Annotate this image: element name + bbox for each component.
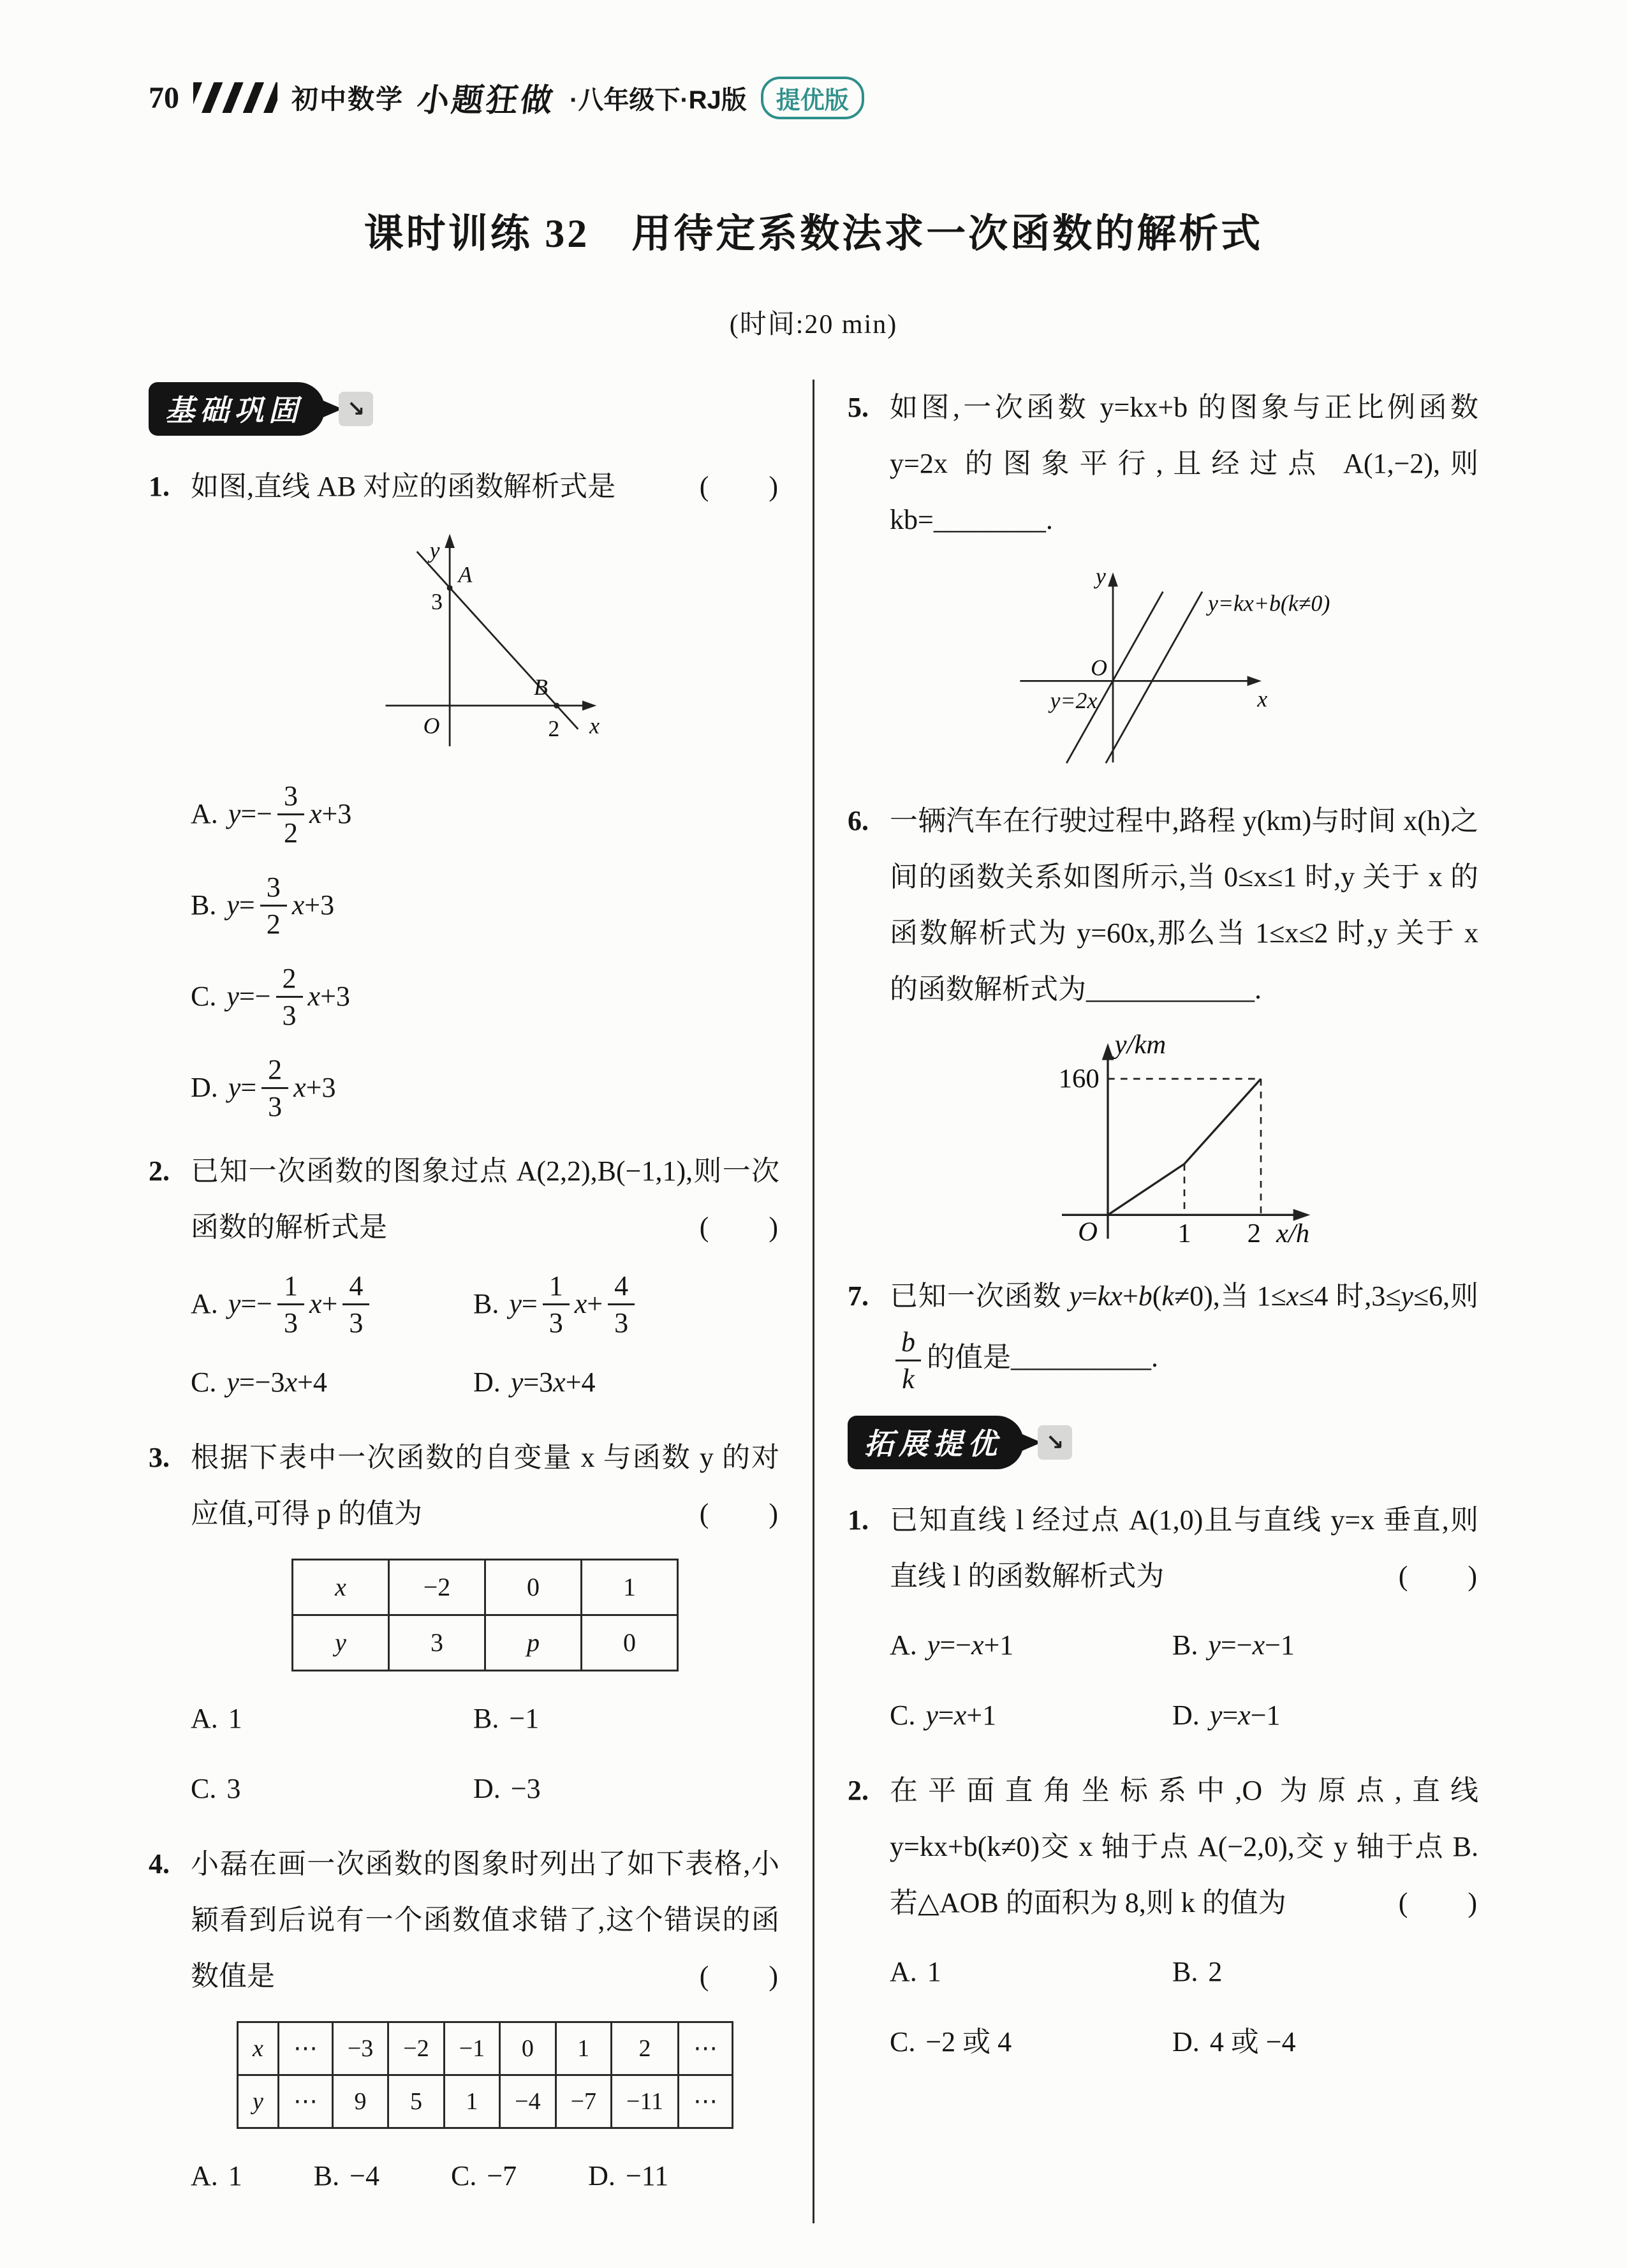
question-text-wrap xyxy=(890,793,1478,1018)
question-text: 在平面直角坐标系中,O 为原点,直线 y=kx+b(k≠0)交 x 轴于点 A(−2,0),交 y 轴于点 B.若△AOB 的面积为 8,则 k 的值为 xyxy=(890,1774,1478,1918)
table-cell: 5 xyxy=(388,2075,444,2128)
table-cell: x xyxy=(293,1559,389,1615)
option-value: y =3 x +4 xyxy=(510,1366,596,1398)
option-label: D. xyxy=(473,1366,501,1398)
question-text-wrap xyxy=(890,1492,1478,1605)
option-label: A. xyxy=(191,2160,218,2191)
option-label: C. xyxy=(191,1366,217,1398)
y-axis-arrow xyxy=(1108,572,1118,586)
table-cell: y xyxy=(237,2075,278,2128)
table-cell: 1 xyxy=(444,2075,499,2128)
question-6 xyxy=(848,793,1478,1249)
y-axis-arrow xyxy=(445,534,455,548)
question-5 xyxy=(848,380,1478,774)
table-cell: x xyxy=(237,2022,278,2075)
table-cell: y xyxy=(293,1615,389,1670)
table-cell: ⋯ xyxy=(278,2075,332,2128)
fraction: $\frac{1}{3}$ xyxy=(277,1268,304,1340)
corner-arrow-icon: ↘ xyxy=(1038,1425,1072,1460)
option-value: y = x −1 xyxy=(1209,1699,1281,1731)
table-cell: ⋯ xyxy=(679,2075,733,2128)
question-4-options xyxy=(191,2148,779,2204)
q3-value-table xyxy=(291,1559,679,1671)
question-number: 1. xyxy=(848,1504,869,1536)
question-text: 小磊在画一次函数的图象时列出了如下表格,小颖看到后说有一个函数值求错了,这个错误的函数值是 xyxy=(191,1848,779,1992)
extension-question-1-stem xyxy=(848,1492,1478,1605)
question-1 xyxy=(149,459,779,1124)
table-cell: 1 xyxy=(556,2022,611,2075)
option-label: D. xyxy=(588,2160,615,2191)
question-number: 2. xyxy=(149,1155,170,1187)
table-cell: −3 xyxy=(332,2022,388,2075)
option-label: C. xyxy=(191,981,217,1012)
question-1-body xyxy=(191,524,779,1124)
question-4-body xyxy=(191,2021,779,2204)
option-value: 4 或 −4 xyxy=(1209,2026,1296,2057)
table-cell: ⋯ xyxy=(679,2022,733,2075)
option-value: −11 xyxy=(625,2160,669,2191)
option-value: y =− $\frac{2}{3}$ x +3 xyxy=(226,961,350,1033)
question-text-wrap xyxy=(191,1143,779,1256)
table-cell: −4 xyxy=(500,2075,556,2128)
option-label: B. xyxy=(473,1702,499,1734)
option-c xyxy=(890,2014,1172,2070)
q4-value-table xyxy=(237,2021,733,2129)
fraction: $\frac{3}{2}$ xyxy=(277,778,304,850)
option-label: A. xyxy=(191,1288,218,1320)
answer-paren: ( ) xyxy=(1398,1560,1478,1592)
option-value: 1 xyxy=(228,1702,242,1734)
table-cell: ⋯ xyxy=(278,2022,332,2075)
option-label: B. xyxy=(191,889,217,921)
question-7 xyxy=(848,1268,1478,1397)
answer-paren: ( ) xyxy=(699,1211,779,1243)
option-value: y =− x +1 xyxy=(927,1629,1014,1661)
option-label: C. xyxy=(890,2026,916,2057)
question-text: 一辆汽车在行驶过程中,路程 y(km)与时间 x(h)之间的函数关系如图所示,当 0≤x≤1 时,y 关于 x 的函数解析式为 y=60x,那么当 1≤x≤2 时,y 关于 x 的函数解析式为____________. xyxy=(890,805,1478,1005)
answer-paren: ( ) xyxy=(699,1497,779,1529)
table-cell: −7 xyxy=(556,2075,611,2128)
tick-160-label: 160 xyxy=(1058,1064,1100,1094)
two-column-layout xyxy=(149,380,1478,2223)
q1-line-graph xyxy=(364,524,607,759)
option-d xyxy=(473,1761,779,1817)
fraction: $\frac{1}{3}$ xyxy=(543,1268,570,1340)
table-cell: 0 xyxy=(500,2022,556,2075)
line-ykxb-label: y=kx+b(k≠0) xyxy=(1207,590,1330,616)
fraction: $\frac{4}{3}$ xyxy=(342,1268,369,1340)
page-number: 70 xyxy=(149,80,179,115)
question-text-wrap xyxy=(890,1763,1478,1931)
question-1-options xyxy=(191,778,779,1124)
question-number: 2. xyxy=(848,1774,869,1806)
question-text-wrap xyxy=(191,459,779,515)
question-6-stem xyxy=(848,793,1478,1018)
tick-1-label: 1 xyxy=(1177,1218,1191,1249)
section-badge-basic xyxy=(149,382,779,436)
tick-3-label: 3 xyxy=(431,589,443,615)
option-value: −7 xyxy=(487,2160,517,2191)
option-value: y = $\frac{1}{3}$ x + $\frac{4}{3}$ xyxy=(509,1268,640,1340)
option-a xyxy=(890,1617,1172,1673)
option-value: 2 xyxy=(1208,1955,1223,1987)
time-note: (时间:20 min) xyxy=(729,310,898,339)
table-cell: −11 xyxy=(612,2075,679,2128)
option-b xyxy=(1172,1944,1478,2000)
table-row xyxy=(293,1559,678,1615)
option-c xyxy=(191,961,779,1033)
fraction: $\frac{4}{3}$ xyxy=(608,1268,635,1340)
table-row xyxy=(237,2075,732,2128)
option-value: −2 或 4 xyxy=(925,2026,1012,2057)
fraction: $\frac{3}{2}$ xyxy=(260,870,287,942)
table-cell: 0 xyxy=(485,1559,582,1615)
x-axis-arrow xyxy=(582,700,596,711)
extension-question-2 xyxy=(848,1763,1478,2070)
question-number: 7. xyxy=(848,1280,869,1312)
book-brand: 小题狂做 xyxy=(415,82,558,118)
question-5-body xyxy=(890,560,1478,774)
question-2-stem xyxy=(149,1143,779,1256)
table-cell: 2 xyxy=(612,2022,679,2075)
left-column xyxy=(149,380,813,2223)
option-value: y = $\frac{3}{2}$ x +3 xyxy=(226,870,334,942)
q5-graph-labels xyxy=(1048,563,1330,713)
question-text: 已知直线 l 经过点 A(1,0)且与直线 y=x 垂直,则直线 l 的函数解析式为 xyxy=(890,1504,1478,1592)
x-axis-label: x xyxy=(1256,686,1267,712)
question-3-stem xyxy=(149,1430,779,1542)
point-a-label: A xyxy=(458,561,472,588)
y-axis-label: y xyxy=(429,537,439,563)
extension-question-1-options xyxy=(890,1617,1478,1744)
question-text: 已知一次函数 y=kx+b(k≠0),当 1≤x≤4 时,3≤y≤6,则 $\frac{b}{k}$ 的值是__________. xyxy=(890,1280,1478,1374)
option-value: y =−3 x +4 xyxy=(226,1366,327,1398)
section-badge-label: 拓展提优 xyxy=(848,1416,1024,1469)
option-a xyxy=(191,2148,242,2204)
option-b xyxy=(473,1691,779,1747)
option-value: y =− x −1 xyxy=(1208,1629,1295,1661)
right-column xyxy=(814,380,1478,2223)
option-c xyxy=(191,1761,473,1817)
origin-label: O xyxy=(1077,1217,1098,1247)
option-value: y = $\frac{2}{3}$ x +3 xyxy=(228,1052,336,1124)
question-text-wrap xyxy=(191,1430,779,1542)
extension-question-2-options xyxy=(890,1944,1478,2070)
question-number: 1. xyxy=(149,471,170,502)
q5-parallel-lines-graph xyxy=(1006,560,1363,774)
option-c xyxy=(191,1354,473,1411)
question-text: 根据下表中一次函数的自变量 x 与函数 y 的对应值,可得 p 的值为 xyxy=(191,1441,779,1529)
table-cell: 0 xyxy=(582,1615,678,1670)
question-4 xyxy=(149,1836,779,2204)
fraction: $\frac{2}{3}$ xyxy=(276,961,303,1033)
option-label: D. xyxy=(1172,1699,1200,1731)
book-series: 初中数学 xyxy=(291,84,404,114)
tick-2-label: 2 xyxy=(547,716,559,742)
table-cell: 3 xyxy=(389,1615,485,1670)
option-value: y =− $\frac{1}{3}$ x + $\frac{4}{3}$ xyxy=(228,1268,375,1340)
question-2 xyxy=(149,1143,779,1411)
x-axis-label: x xyxy=(589,713,600,739)
origin-label: O xyxy=(423,713,439,739)
question-text: 如图,一次函数 y=kx+b 的图象与正比例函数 y=2x 的图象平行,且经过点 A(1,−2),则 kb=________. xyxy=(890,392,1478,535)
extension-question-2-body xyxy=(890,1944,1478,2070)
question-3-options xyxy=(191,1691,779,1817)
option-label: A. xyxy=(191,1702,218,1734)
option-label: B. xyxy=(313,2160,340,2191)
question-number: 4. xyxy=(149,1848,170,1879)
table-row xyxy=(293,1615,678,1670)
answer-paren: ( ) xyxy=(1398,1886,1478,1918)
extension-question-2-stem xyxy=(848,1763,1478,1931)
question-3-body xyxy=(191,1559,779,1817)
option-label: A. xyxy=(191,798,218,830)
y-axis-label: y xyxy=(1095,563,1106,589)
option-a xyxy=(890,1944,1172,2000)
option-b xyxy=(314,2148,379,2204)
option-b xyxy=(191,870,779,942)
question-number: 5. xyxy=(848,392,869,423)
page-title: 课时训练 32 用待定系数法求一次函数的解析式 xyxy=(364,212,1263,256)
point-b-dot xyxy=(554,703,559,709)
question-1-stem xyxy=(149,459,779,515)
line-y-2x xyxy=(1066,591,1163,763)
point-b-label: B xyxy=(533,674,548,700)
page-header xyxy=(149,77,1478,119)
table-cell: −2 xyxy=(389,1559,485,1615)
option-value: y = x +1 xyxy=(925,1699,997,1731)
fraction: $\frac{b}{k}$ xyxy=(895,1324,922,1397)
option-value: −4 xyxy=(350,2160,379,2191)
option-value: 3 xyxy=(226,1772,241,1804)
option-label: B. xyxy=(1172,1629,1198,1661)
answer-paren: ( ) xyxy=(699,1960,779,1992)
question-5-stem xyxy=(848,380,1478,548)
stripes-decoration xyxy=(193,82,277,113)
line-y-kx-b xyxy=(1105,591,1202,763)
option-d xyxy=(1172,2014,1478,2070)
option-c xyxy=(451,2148,517,2204)
question-2-body xyxy=(191,1268,779,1411)
option-value: −1 xyxy=(509,1702,540,1734)
question-6-body xyxy=(890,1028,1478,1249)
option-a xyxy=(191,778,779,850)
question-3 xyxy=(149,1430,779,1817)
question-2-options xyxy=(191,1268,779,1411)
x-axis-arrow xyxy=(1247,676,1261,686)
option-label: D. xyxy=(191,1072,218,1104)
option-c xyxy=(890,1687,1172,1744)
option-label: D. xyxy=(473,1772,501,1804)
question-7-stem xyxy=(848,1268,1478,1397)
table-cell: −2 xyxy=(388,2022,444,2075)
option-a xyxy=(191,1691,473,1747)
option-d xyxy=(588,2148,668,2204)
option-label: D. xyxy=(1172,2026,1200,2057)
option-value: 1 xyxy=(927,1955,941,1987)
x-axis-label: x/h xyxy=(1276,1218,1309,1249)
option-label: C. xyxy=(890,1699,916,1731)
option-a xyxy=(191,1268,473,1340)
line-y2x-label: y=2x xyxy=(1049,687,1097,713)
section-badge-extension xyxy=(848,1416,1478,1469)
option-d xyxy=(473,1354,779,1411)
book-grade: ·八年级下·RJ版 xyxy=(570,85,747,114)
y-axis-arrow xyxy=(1101,1043,1114,1060)
fraction: $\frac{2}{3}$ xyxy=(261,1052,288,1124)
table-cell: −1 xyxy=(444,2022,499,2075)
edition-badge: 提优版 xyxy=(761,77,864,119)
option-value: 1 xyxy=(228,2160,242,2191)
question-number: 6. xyxy=(848,805,869,836)
option-label: B. xyxy=(1172,1955,1198,1987)
tick-2-label: 2 xyxy=(1247,1218,1261,1249)
table-row xyxy=(237,2022,732,2075)
option-label: A. xyxy=(890,1955,917,1987)
y-axis-label: y/km xyxy=(1114,1029,1166,1060)
table-cell: p xyxy=(485,1615,582,1670)
option-d xyxy=(191,1052,779,1124)
q6-distance-time-graph xyxy=(1031,1028,1337,1249)
answer-paren: ( ) xyxy=(699,471,779,502)
question-text: 如图,直线 AB 对应的函数解析式是 xyxy=(191,471,616,502)
option-b xyxy=(473,1268,779,1340)
option-value: y =− $\frac{3}{2}$ x +3 xyxy=(228,778,352,850)
option-b xyxy=(1172,1617,1478,1673)
section-badge-label: 基础巩固 xyxy=(149,382,325,436)
question-text-wrap xyxy=(191,1836,779,2005)
question-4-stem xyxy=(149,1836,779,2005)
table-cell: 1 xyxy=(582,1559,678,1615)
question-text: 已知一次函数的图象过点 A(2,2),B(−1,1),则一次函数的解析式是 xyxy=(191,1155,779,1243)
line-ab xyxy=(416,552,578,729)
option-label: A. xyxy=(890,1629,917,1661)
question-text-wrap xyxy=(890,1268,1478,1397)
origin-label: O xyxy=(1090,655,1107,681)
option-d xyxy=(1172,1687,1478,1744)
question-number: 3. xyxy=(149,1441,170,1473)
point-a-dot xyxy=(446,585,452,591)
table-cell: 9 xyxy=(332,2075,388,2128)
option-value: −3 xyxy=(510,1772,541,1804)
extension-question-1 xyxy=(848,1492,1478,1744)
extension-question-1-body xyxy=(890,1617,1478,1744)
question-text-wrap xyxy=(890,380,1478,548)
option-label: C. xyxy=(450,2160,477,2191)
option-label: B. xyxy=(473,1288,499,1320)
option-label: C. xyxy=(191,1772,217,1804)
corner-arrow-icon: ↘ xyxy=(339,392,373,426)
q1-graph-axes xyxy=(385,534,596,746)
